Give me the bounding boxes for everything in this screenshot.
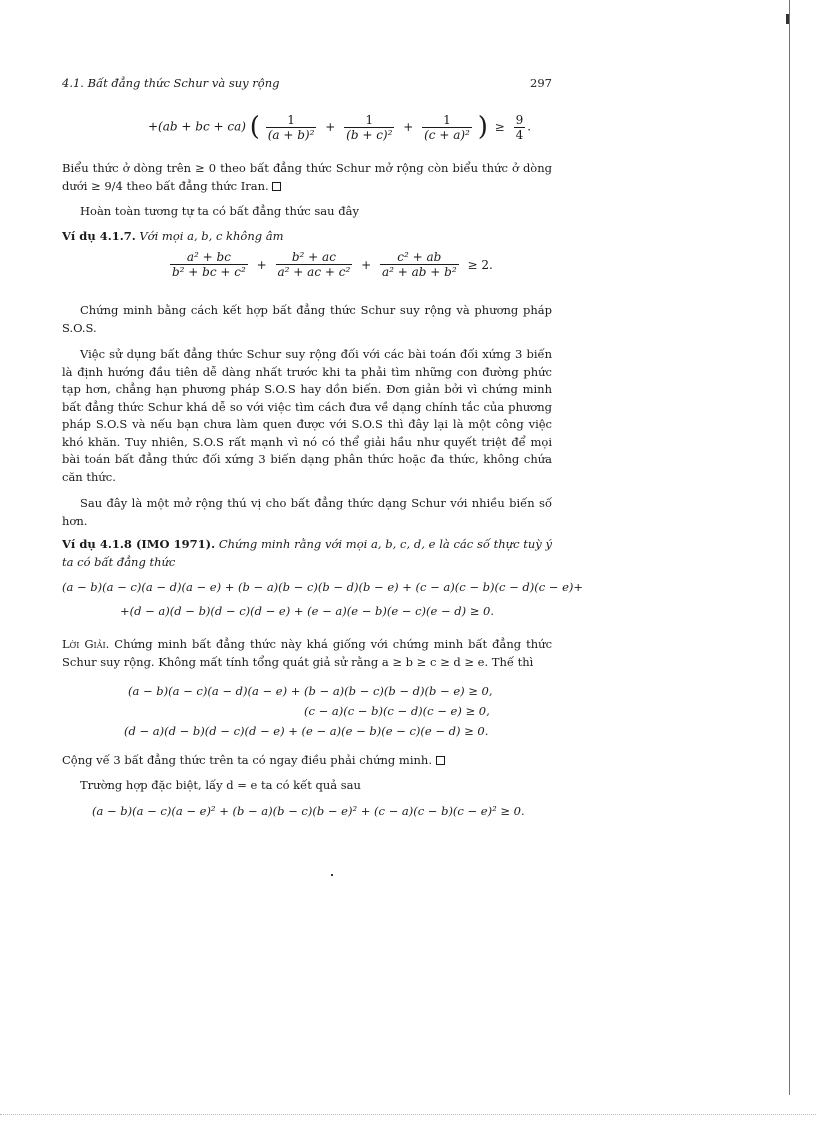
right-paren: ) [477,112,488,142]
example-statement: Với mọi a, b, c không âm [139,229,284,243]
scan-edge-line [789,0,790,1095]
fraction: $\frac{1}{\text{(c + a)²}}$ [424,112,470,142]
final-inequality: (a − b)(a − c)(a − e)² + (b − a)(b − c)(b − e)² + (c − a)(c − b)(c − e)² ≥ 0. [92,804,525,818]
scan-bottom-dotted-line [0,1114,816,1115]
qed-symbol [272,182,281,191]
solution-label: Lời Giải. [62,637,110,651]
paragraph: Việc sử dụng bất đẳng thức Schur suy rộng đối với các bài toán đối xứng 3 biến là định hướng đầu tiên dễ dàng nhất trước khi ta phải tìm những con đường phức tạp hơn, chẳng hạn phương pháp S.O.S hay dồn biến. Đơn giản bởi vì chứng minh bất đẳng thức Schur khá dễ so với việc tìm cách đưa về dạng chính tắc của phương pháp S.O.S và nếu bạn chưa làm quen được với S.O.S thì đây lại là một công việc khó khăn. Tuy nhiên, S.O.S rất mạnh vì nó có thể giải hầu như quyết triệt để mọi bài toán bất đẳng thức đối xứng 3 biến dạng phân thức hoặc đa thức, không chứa căn thức. [62,347,552,484]
example-label: Ví dụ 4.1.8 (IMO 1971). [62,537,216,551]
fraction-rhs: $\frac{9}{4}$ [515,112,524,142]
example-4-1-8 [62,536,552,571]
equation-top: +(ab + bc + ca) ( $\frac{1}{\text{(a + b)²}}$ + $\frac{1}{\text{(b + c)²}}$ + $\frac{1}{\text{(c + a)²}}$ ) ≥ $\frac{9}{4}$ . [148,112,532,142]
page-number: 297 [530,76,552,90]
fraction: $\frac{\text{b² + ac}}{\text{a² + ac + c²}}$ [277,250,351,279]
fraction: $\frac{1}{\text{(a + b)²}}$ [267,112,315,142]
example-4-1-7 [62,228,552,246]
fraction: $\frac{1}{\text{(b + c)²}}$ [346,112,393,142]
solution-text: Chứng minh bất đẳng thức này khá giống với chứng minh bất đẳng thức Schur suy rộng. Không mất tính tổng quát giả sử rằng a ≥ b ≥ c ≥ d ≥ e. Thế thì [62,637,553,669]
paragraph: Biểu thức ở dòng trên ≥ 0 theo bất đẳng thức Schur mở rộng còn biểu thức ở dòng dưới ≥ 9/4 theo bất đẳng thức Iran. [62,161,552,193]
solution-inequality-3: (d − a)(d − b)(d − c)(d − e) + (e − a)(e − b)(e − c)(e − d) ≥ 0. [124,724,489,738]
paragraph: Cộng vế 3 bất đẳng thức trên ta có ngay điều phải chứng minh. [62,752,552,770]
example-label: Ví dụ 4.1.7. [62,229,136,243]
paragraph: Hoàn toàn tương tự ta có bất đẳng thức sau đây [80,204,359,218]
example-statement: Chứng minh rằng với mọi a, b, c, d, e là các số thực tuỳ ý ta có bất đẳng thức [62,537,553,569]
solution-inequality-2: (c − a)(c − b)(c − d)(c − e) ≥ 0, [304,704,490,718]
solution [62,636,552,671]
fraction: $\frac{\text{c² + ab}}{\text{a² + ab + b²}}$ [381,250,457,279]
paragraph: Sau đây là một mở rộng thú vị cho bất đẳng thức dạng Schur với nhiều biến số hơn. [62,496,552,528]
eq-top-prefix: +(ab + bc + ca) [148,119,246,134]
paragraph: Trường hợp đặc biệt, lấy d = e ta có kết quả sau [80,778,361,792]
left-paren: ( [249,112,260,142]
scan-mark [786,14,789,24]
paragraph: Chứng minh bằng cách kết hợp bất đẳng thức Schur suy rộng và phương pháp S.O.S. [62,303,552,335]
scan-speck [331,874,333,876]
equation-imo-line2: +(d − a)(d − b)(d − c)(d − e) + (e − a)(e − b)(e − c)(e − d) ≥ 0. [120,604,495,618]
running-header [62,76,552,92]
equation-example-4-1-7: $\frac{\text{a² + bc}}{\text{b² + bc + c²}}$ + $\frac{\text{b² + ac}}{\text{a² + ac + c²}}$ + $\frac{\text{c² + ab}}{\text{a² + ab + b²}}$ ≥ 2. [172,250,493,279]
solution-inequality-1: (a − b)(a − c)(a − d)(a − e) + (b − a)(b − c)(b − d)(b − e) ≥ 0, [128,684,493,698]
section-title: 4.1. Bất đẳng thức Schur và suy rộng [62,76,280,90]
fraction: $\frac{\text{a² + bc}}{\text{b² + bc + c²}}$ [172,250,246,279]
equation-imo-line1: (a − b)(a − c)(a − d)(a − e) + (b − a)(b − c)(b − d)(b − e) + (c − a)(c − b)(c − d)(c − e)+ [62,580,584,594]
qed-symbol [436,756,445,765]
